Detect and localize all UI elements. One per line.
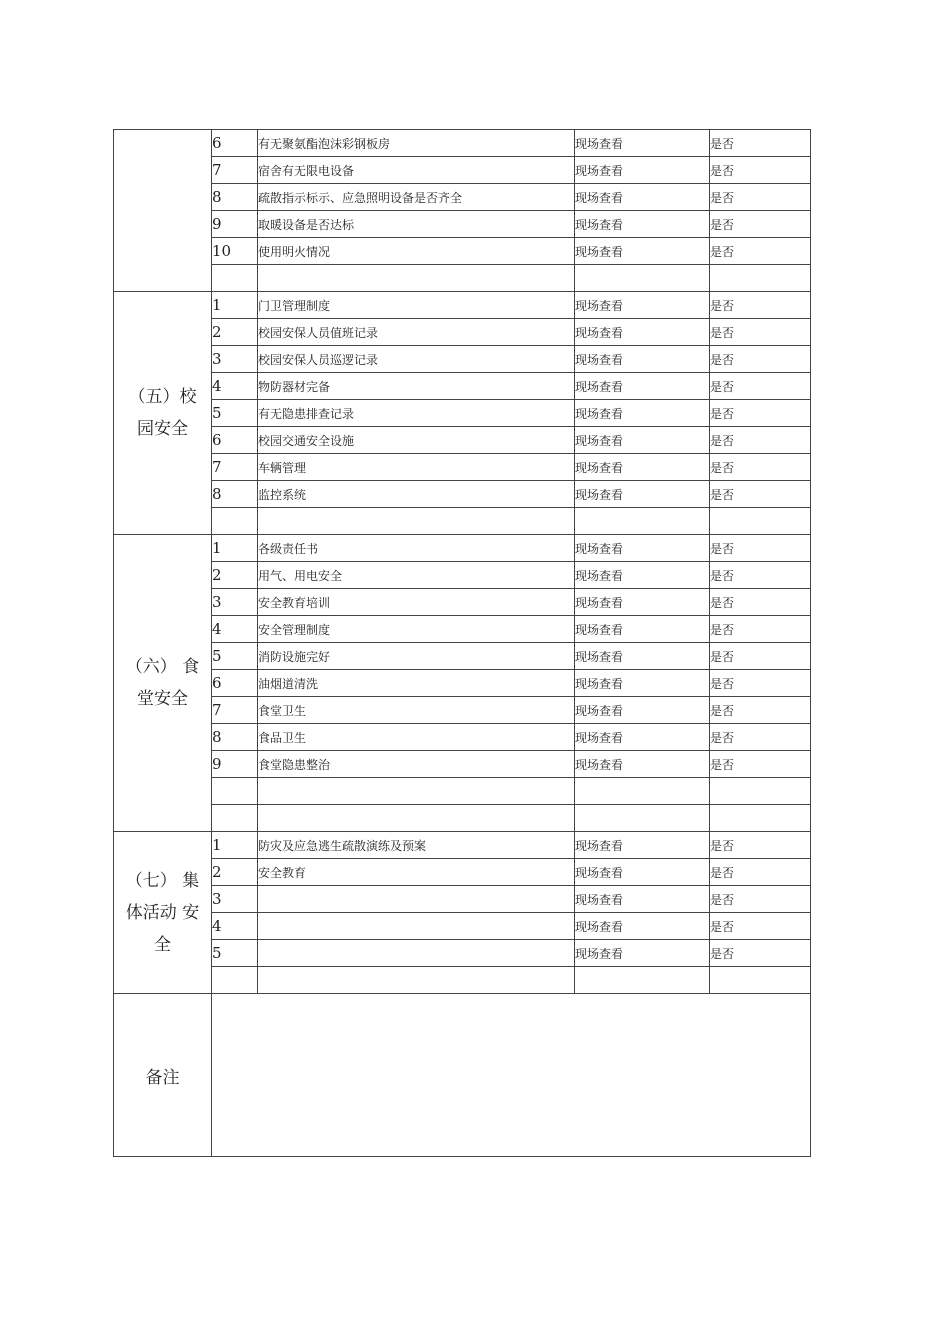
check-method: 现场查看 bbox=[575, 859, 710, 886]
check-result bbox=[710, 265, 811, 292]
check-item: 各级责任书 bbox=[258, 535, 575, 562]
check-method bbox=[575, 805, 710, 832]
item-number: 1 bbox=[212, 535, 258, 562]
check-method: 现场查看 bbox=[575, 400, 710, 427]
item-number: 2 bbox=[212, 319, 258, 346]
check-method: 现场查看 bbox=[575, 211, 710, 238]
check-result: 是否 bbox=[710, 292, 811, 319]
check-method: 现场查看 bbox=[575, 373, 710, 400]
check-item: 使用明火情况 bbox=[258, 238, 575, 265]
table-row bbox=[114, 319, 811, 346]
check-item: 疏散指示标示、应急照明设备是否齐全 bbox=[258, 184, 575, 211]
check-method: 现场查看 bbox=[575, 751, 710, 778]
table-row bbox=[114, 130, 811, 157]
category-label: （五）校园安全 bbox=[128, 387, 197, 439]
category-cell bbox=[114, 832, 212, 994]
item-number bbox=[212, 265, 258, 292]
check-method: 现场查看 bbox=[575, 481, 710, 508]
table-row bbox=[114, 508, 811, 535]
check-result: 是否 bbox=[710, 724, 811, 751]
item-number: 8 bbox=[212, 481, 258, 508]
check-method: 现场查看 bbox=[575, 427, 710, 454]
check-item: 食堂卫生 bbox=[258, 697, 575, 724]
table-row bbox=[114, 481, 811, 508]
check-method bbox=[575, 265, 710, 292]
check-result: 是否 bbox=[710, 211, 811, 238]
check-item bbox=[258, 805, 575, 832]
item-number: 1 bbox=[212, 832, 258, 859]
check-result: 是否 bbox=[710, 319, 811, 346]
table-row bbox=[114, 589, 811, 616]
table-row bbox=[114, 562, 811, 589]
check-result bbox=[710, 778, 811, 805]
table-row bbox=[114, 616, 811, 643]
table-row bbox=[114, 697, 811, 724]
check-result: 是否 bbox=[710, 400, 811, 427]
inspection-table bbox=[113, 129, 811, 1157]
check-method: 现场查看 bbox=[575, 238, 710, 265]
item-number: 6 bbox=[212, 427, 258, 454]
check-result: 是否 bbox=[710, 427, 811, 454]
check-result: 是否 bbox=[710, 373, 811, 400]
table-row bbox=[114, 940, 811, 967]
check-result: 是否 bbox=[710, 184, 811, 211]
item-number: 2 bbox=[212, 859, 258, 886]
table-row bbox=[114, 157, 811, 184]
check-item: 有无隐患排查记录 bbox=[258, 400, 575, 427]
table-row bbox=[114, 454, 811, 481]
item-number: 6 bbox=[212, 670, 258, 697]
table-row bbox=[114, 211, 811, 238]
category-cell bbox=[114, 130, 212, 292]
check-method bbox=[575, 967, 710, 994]
remarks-content[interactable] bbox=[212, 994, 811, 1157]
check-method: 现场查看 bbox=[575, 940, 710, 967]
check-item: 食堂隐患整治 bbox=[258, 751, 575, 778]
check-item: 安全教育 bbox=[258, 859, 575, 886]
check-method: 现场查看 bbox=[575, 697, 710, 724]
check-result: 是否 bbox=[710, 130, 811, 157]
check-item bbox=[258, 913, 575, 940]
check-result: 是否 bbox=[710, 454, 811, 481]
check-method bbox=[575, 778, 710, 805]
check-result: 是否 bbox=[710, 670, 811, 697]
item-number: 8 bbox=[212, 184, 258, 211]
check-method: 现场查看 bbox=[575, 724, 710, 751]
item-number bbox=[212, 778, 258, 805]
check-item bbox=[258, 940, 575, 967]
check-result: 是否 bbox=[710, 832, 811, 859]
check-item bbox=[258, 508, 575, 535]
table-row bbox=[114, 265, 811, 292]
table-row bbox=[114, 427, 811, 454]
check-item: 有无聚氨酯泡沫彩钢板房 bbox=[258, 130, 575, 157]
table-row bbox=[114, 184, 811, 211]
table-row bbox=[114, 778, 811, 805]
table-row bbox=[114, 670, 811, 697]
table-row bbox=[114, 373, 811, 400]
table-row bbox=[114, 292, 811, 319]
table-row bbox=[114, 913, 811, 940]
item-number: 7 bbox=[212, 454, 258, 481]
check-method: 现场查看 bbox=[575, 319, 710, 346]
check-result: 是否 bbox=[710, 697, 811, 724]
table-row bbox=[114, 724, 811, 751]
check-result: 是否 bbox=[710, 859, 811, 886]
check-item: 校园交通安全设施 bbox=[258, 427, 575, 454]
item-number: 4 bbox=[212, 913, 258, 940]
check-item: 消防设施完好 bbox=[258, 643, 575, 670]
check-item: 用气、用电安全 bbox=[258, 562, 575, 589]
table-row bbox=[114, 832, 811, 859]
check-method: 现场查看 bbox=[575, 670, 710, 697]
table-row bbox=[114, 643, 811, 670]
item-number: 7 bbox=[212, 157, 258, 184]
item-number: 9 bbox=[212, 211, 258, 238]
item-number: 1 bbox=[212, 292, 258, 319]
check-result: 是否 bbox=[710, 481, 811, 508]
check-method: 现场查看 bbox=[575, 184, 710, 211]
check-method: 现场查看 bbox=[575, 562, 710, 589]
check-item: 食品卫生 bbox=[258, 724, 575, 751]
category-cell bbox=[114, 292, 212, 535]
check-item: 校园安保人员值班记录 bbox=[258, 319, 575, 346]
category-cell bbox=[114, 535, 212, 832]
check-result: 是否 bbox=[710, 643, 811, 670]
check-method: 现场查看 bbox=[575, 616, 710, 643]
check-item: 防灾及应急逃生疏散演练及预案 bbox=[258, 832, 575, 859]
remarks-row bbox=[114, 994, 811, 1157]
check-result: 是否 bbox=[710, 751, 811, 778]
table-row bbox=[114, 346, 811, 373]
check-result: 是否 bbox=[710, 886, 811, 913]
check-method: 现场查看 bbox=[575, 589, 710, 616]
item-number: 3 bbox=[212, 589, 258, 616]
check-item: 车辆管理 bbox=[258, 454, 575, 481]
item-number: 3 bbox=[212, 346, 258, 373]
table-row bbox=[114, 400, 811, 427]
table-row bbox=[114, 238, 811, 265]
check-item: 安全教育培训 bbox=[258, 589, 575, 616]
check-item: 取暖设备是否达标 bbox=[258, 211, 575, 238]
inspection-table-body bbox=[114, 130, 811, 1157]
check-item: 油烟道清洗 bbox=[258, 670, 575, 697]
check-method bbox=[575, 508, 710, 535]
table-row bbox=[114, 886, 811, 913]
remarks-label: 备注 bbox=[114, 994, 212, 1157]
check-item: 宿舍有无限电设备 bbox=[258, 157, 575, 184]
item-number bbox=[212, 805, 258, 832]
check-item: 物防器材完备 bbox=[258, 373, 575, 400]
check-result bbox=[710, 805, 811, 832]
item-number: 5 bbox=[212, 400, 258, 427]
check-method: 现场查看 bbox=[575, 292, 710, 319]
item-number: 10 bbox=[212, 238, 258, 265]
check-method: 现场查看 bbox=[575, 886, 710, 913]
check-result: 是否 bbox=[710, 562, 811, 589]
item-number: 3 bbox=[212, 886, 258, 913]
category-label: （七） 集体活动 安全 bbox=[125, 870, 200, 955]
item-number: 8 bbox=[212, 724, 258, 751]
item-number bbox=[212, 967, 258, 994]
check-method: 现场查看 bbox=[575, 913, 710, 940]
check-item bbox=[258, 778, 575, 805]
item-number: 5 bbox=[212, 643, 258, 670]
table-row bbox=[114, 859, 811, 886]
check-result: 是否 bbox=[710, 238, 811, 265]
item-number: 9 bbox=[212, 751, 258, 778]
check-result: 是否 bbox=[710, 940, 811, 967]
check-method: 现场查看 bbox=[575, 130, 710, 157]
table-row bbox=[114, 535, 811, 562]
table-row bbox=[114, 967, 811, 994]
check-method: 现场查看 bbox=[575, 643, 710, 670]
check-result: 是否 bbox=[710, 589, 811, 616]
table-row bbox=[114, 751, 811, 778]
check-item: 监控系统 bbox=[258, 481, 575, 508]
item-number: 5 bbox=[212, 940, 258, 967]
check-item bbox=[258, 265, 575, 292]
check-method: 现场查看 bbox=[575, 535, 710, 562]
table-row bbox=[114, 805, 811, 832]
item-number: 7 bbox=[212, 697, 258, 724]
check-result: 是否 bbox=[710, 913, 811, 940]
category-label: （六） 食堂安全 bbox=[125, 657, 200, 709]
item-number: 4 bbox=[212, 373, 258, 400]
check-result: 是否 bbox=[710, 157, 811, 184]
check-result bbox=[710, 967, 811, 994]
check-item: 安全管理制度 bbox=[258, 616, 575, 643]
check-method: 现场查看 bbox=[575, 454, 710, 481]
check-method: 现场查看 bbox=[575, 832, 710, 859]
item-number: 6 bbox=[212, 130, 258, 157]
check-result bbox=[710, 508, 811, 535]
check-result: 是否 bbox=[710, 535, 811, 562]
check-item bbox=[258, 967, 575, 994]
item-number: 2 bbox=[212, 562, 258, 589]
item-number: 4 bbox=[212, 616, 258, 643]
check-method: 现场查看 bbox=[575, 157, 710, 184]
check-item bbox=[258, 886, 575, 913]
check-item: 校园安保人员巡逻记录 bbox=[258, 346, 575, 373]
item-number bbox=[212, 508, 258, 535]
check-method: 现场查看 bbox=[575, 346, 710, 373]
check-result: 是否 bbox=[710, 346, 811, 373]
check-result: 是否 bbox=[710, 616, 811, 643]
check-item: 门卫管理制度 bbox=[258, 292, 575, 319]
